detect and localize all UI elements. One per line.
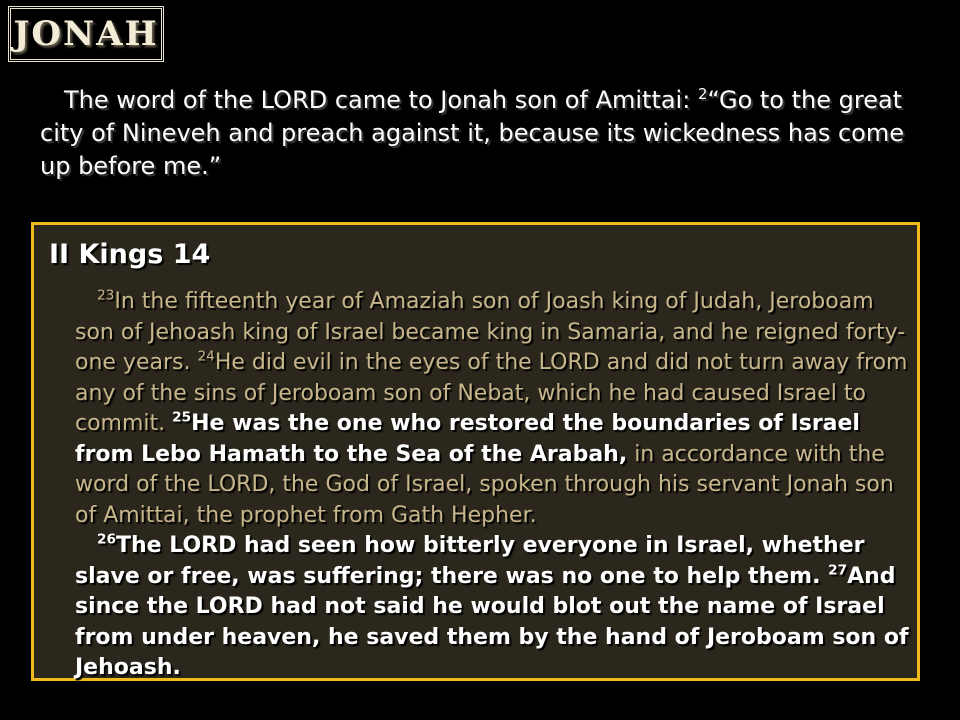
verse-text: And since the LORD had not said he would blot out the name of Israel from under heaven, he saved them by the hand of Jeroboam son of Jehoash.: [75, 563, 909, 680]
paragraph-1: [75, 287, 911, 531]
verse-number: 2: [697, 85, 708, 103]
verse-number: 25: [172, 409, 192, 426]
verse-number: 24: [197, 348, 215, 365]
scripture-panel: [31, 222, 920, 681]
verse-text: in accordance with the word of the LORD, the God of Israel, spoken through his servant Jonah son of Amittai, the prophet from Gath Hepher.: [75, 441, 894, 528]
verse-text: In the fifteenth year of Amaziah son of Joash king of Judah, Jeroboam son of Jehoash king of Israel became king in Samaria, and he reigned forty-one years.: [75, 289, 906, 375]
panel-heading: II Kings 14: [49, 239, 211, 270]
title-box: [8, 6, 164, 62]
intro-passage: [40, 84, 920, 183]
verse-number: 23: [97, 287, 115, 304]
intro-text-after: “Go to the great city of Nineveh and preach against it, because its wickedness has come up before me.”: [40, 86, 904, 180]
verse-text: The LORD had seen how bitterly everyone in Israel, whether slave or free, was suffering; there was no one to help them.: [75, 533, 865, 589]
panel-body: [75, 287, 911, 684]
verse-text: He did evil in the eyes of the LORD and did not turn away from any of the sins of Jeroboam son of Nebat, which he had caused Israel to commit.: [75, 350, 908, 436]
intro-text-before: The word of the LORD came to Jonah son of Amittai:: [64, 86, 698, 114]
verse-number: 27: [828, 562, 848, 579]
page-title: JONAH: [13, 14, 159, 54]
verse-number: 26: [97, 531, 116, 548]
verse-text-highlighted: He was the one who restored the boundaries of Israel from Lebo Hamath to the Sea of the Arabah,: [75, 411, 860, 467]
paragraph-2: [75, 531, 911, 684]
